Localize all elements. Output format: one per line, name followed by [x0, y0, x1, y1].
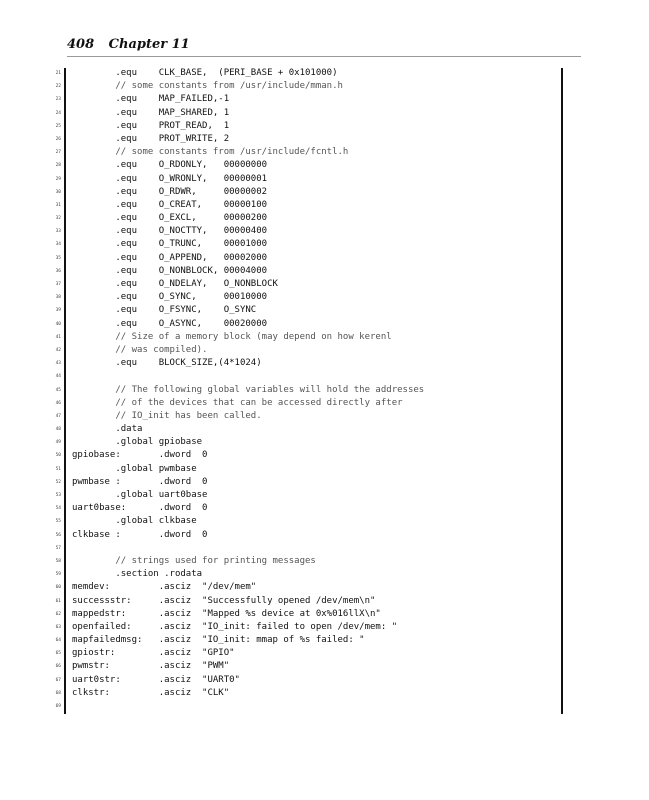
line-number: 52 [55, 479, 61, 485]
line-number: 31 [55, 202, 61, 208]
code-line [52, 159, 572, 172]
line-number: 40 [55, 321, 61, 327]
line-number: 36 [55, 268, 61, 274]
line-number: 22 [55, 84, 61, 90]
code-text: uart0base: .dword 0 [72, 503, 208, 514]
line-number: 67 [55, 677, 61, 683]
line-number: 69 [55, 704, 61, 709]
code-line [52, 674, 572, 687]
line-number: 35 [55, 255, 61, 261]
code-line [52, 357, 572, 370]
line-number: 30 [55, 189, 61, 195]
code-text: memdev: .asciz "/dev/mem" [72, 582, 257, 593]
code-line [52, 265, 572, 278]
code-line [52, 436, 572, 449]
code-text: .equ O_RDWR, 00000002 [72, 186, 268, 197]
line-number: 61 [55, 598, 61, 604]
line-number: 45 [55, 387, 61, 393]
code-line [52, 370, 572, 383]
code-text: .global gpiobase [72, 437, 203, 448]
line-number: 43 [55, 361, 61, 367]
code-line [52, 660, 572, 673]
line-number: 50 [55, 453, 61, 459]
line-number: 23 [55, 97, 61, 103]
line-number: 48 [55, 427, 61, 433]
code-text: // The following global variables will hold the addresses [72, 384, 425, 395]
code-text: .equ CLK_BASE, (PERI_BASE + 0x101000) [72, 68, 338, 78]
code-text: .equ O_APPEND, 00002000 [72, 252, 268, 263]
code-line [52, 186, 572, 199]
line-number: 68 [55, 690, 61, 696]
code-line [52, 595, 572, 608]
code-text: .equ O_EXCL, 00000200 [72, 213, 268, 224]
line-number: 62 [55, 611, 61, 617]
code-line [52, 107, 572, 120]
code-line [52, 120, 572, 133]
code-line [52, 621, 572, 634]
code-text: successstr: .asciz "Successfully opened /dev/mem\n" [72, 595, 376, 606]
code-text: .data [72, 424, 143, 435]
code-line [52, 700, 572, 713]
chapter-title: Chapter 11 [108, 37, 190, 52]
code-text: .equ O_FSYNC, O_SYNC [72, 305, 257, 316]
page-number: 408 [67, 37, 95, 52]
code-text: .equ O_NONBLOCK, 00004000 [72, 265, 268, 276]
code-text: .equ O_NDELAY, O_NONBLOCK [72, 279, 278, 289]
line-number: 26 [55, 136, 61, 142]
line-number: 53 [55, 493, 61, 498]
code-text: // of the devices that can be accessed directly after [72, 397, 403, 408]
code-text: mapfailedmsg: .asciz "IO_init: mmap of %s failed: " [72, 635, 365, 646]
code-line [52, 93, 572, 106]
code-line [52, 67, 572, 80]
page-header [67, 37, 190, 52]
code-text: openfailed: .asciz "IO_init: failed to open /dev/mem: " [72, 621, 398, 632]
line-number: 29 [55, 176, 61, 182]
code-text: .equ MAP_SHARED, 1 [72, 107, 230, 118]
code-text: uart0str: .asciz "UART0" [72, 674, 240, 685]
code-line [52, 463, 572, 476]
code-line [52, 581, 572, 594]
code-line [52, 529, 572, 542]
code-text: .equ O_CREAT, 00000100 [72, 199, 268, 210]
line-number: 34 [55, 242, 61, 248]
code-text: // IO_init has been called. [72, 410, 262, 421]
line-number: 60 [55, 585, 61, 591]
code-line [52, 555, 572, 568]
code-line [52, 542, 572, 555]
code-line [52, 502, 572, 515]
code-text: .equ O_ASYNC, 00020000 [72, 318, 268, 329]
code-line [52, 476, 572, 489]
code-line [52, 133, 572, 146]
line-number: 54 [55, 506, 61, 512]
line-number: 37 [55, 282, 61, 287]
line-number: 46 [55, 400, 61, 406]
code-line [52, 318, 572, 331]
line-number: 33 [55, 229, 61, 235]
code-text: pwmbase : .dword 0 [72, 476, 208, 487]
code-line [52, 687, 572, 700]
code-line [52, 423, 572, 436]
line-number: 28 [55, 163, 61, 169]
code-line [52, 304, 572, 317]
code-line [52, 608, 572, 621]
line-number: 21 [55, 71, 61, 76]
code-line [52, 634, 572, 647]
code-text: .equ O_NOCTTY, 00000400 [72, 226, 268, 237]
code-text: .equ PROT_READ, 1 [72, 120, 230, 131]
code-text: // some constants from /usr/include/fcntl.h [72, 147, 349, 158]
code-line [52, 331, 572, 344]
code-text: .equ O_SYNC, 00010000 [72, 292, 268, 303]
code-text: // some constants from /usr/include/mman.h [72, 81, 343, 92]
line-number: 63 [55, 624, 61, 630]
code-line [52, 80, 572, 93]
code-line [52, 225, 572, 238]
code-text: clkbase : .dword 0 [72, 529, 208, 540]
line-number: 32 [55, 216, 61, 222]
line-number: 59 [55, 572, 61, 578]
line-number: 44 [55, 374, 61, 380]
code-text: gpiobase: .dword 0 [72, 450, 208, 461]
line-number: 55 [55, 519, 61, 525]
code-line [52, 397, 572, 410]
code-text: .equ MAP_FAILED,-1 [72, 94, 230, 105]
line-number: 56 [55, 532, 61, 538]
code-text: .global clkbase [72, 516, 197, 527]
code-text: .equ PROT_WRITE, 2 [72, 133, 230, 144]
code-listing [52, 67, 572, 713]
code-line [52, 515, 572, 528]
code-line [52, 291, 572, 304]
line-number: 66 [55, 664, 61, 670]
code-line [52, 489, 572, 502]
code-text: .equ O_TRUNC, 00001000 [72, 239, 268, 250]
code-line [52, 238, 572, 251]
code-text: pwmstr: .asciz "PWM" [72, 661, 230, 672]
code-text: .equ BLOCK_SIZE,(4*1024) [72, 358, 262, 369]
line-number: 64 [55, 638, 61, 644]
code-line [52, 344, 572, 357]
code-text: gpiostr: .asciz "GPIO" [72, 648, 235, 659]
code-line [52, 410, 572, 423]
code-text: .equ O_RDONLY, 00000000 [72, 160, 268, 171]
code-text: // strings used for printing messages [72, 555, 316, 566]
code-text: mappedstr: .asciz "Mapped %s device at 0x%016llX\n" [72, 608, 381, 619]
header-rule [67, 56, 581, 57]
code-line [52, 568, 572, 581]
code-text: // was compiled). [72, 344, 208, 355]
code-line [52, 173, 572, 186]
code-line [52, 647, 572, 660]
code-line [52, 449, 572, 462]
line-number: 25 [55, 123, 61, 129]
code-text: .section .rodata [72, 569, 203, 580]
code-text: clkstr: .asciz "CLK" [72, 687, 230, 698]
code-text: .global uart0base [72, 490, 208, 500]
line-number: 24 [55, 110, 61, 116]
line-number: 57 [55, 545, 61, 551]
code-text: // Size of a memory block (may depend on how kerenl [72, 331, 392, 342]
line-number: 42 [55, 347, 61, 353]
line-number: 39 [55, 308, 61, 314]
code-line [52, 212, 572, 225]
code-line [52, 146, 572, 159]
code-line [52, 278, 572, 291]
line-number: 47 [55, 413, 61, 419]
line-number: 51 [55, 466, 61, 472]
line-number: 41 [55, 334, 61, 340]
line-number: 27 [55, 150, 61, 156]
code-line [52, 199, 572, 212]
line-number: 49 [55, 440, 61, 446]
code-line [52, 252, 572, 265]
line-number: 38 [55, 295, 61, 301]
code-text: .equ O_WRONLY, 00000001 [72, 173, 268, 184]
line-number: 65 [55, 651, 61, 657]
code-line [52, 384, 572, 397]
code-text: .global pwmbase [72, 463, 197, 474]
line-number: 58 [55, 558, 61, 564]
